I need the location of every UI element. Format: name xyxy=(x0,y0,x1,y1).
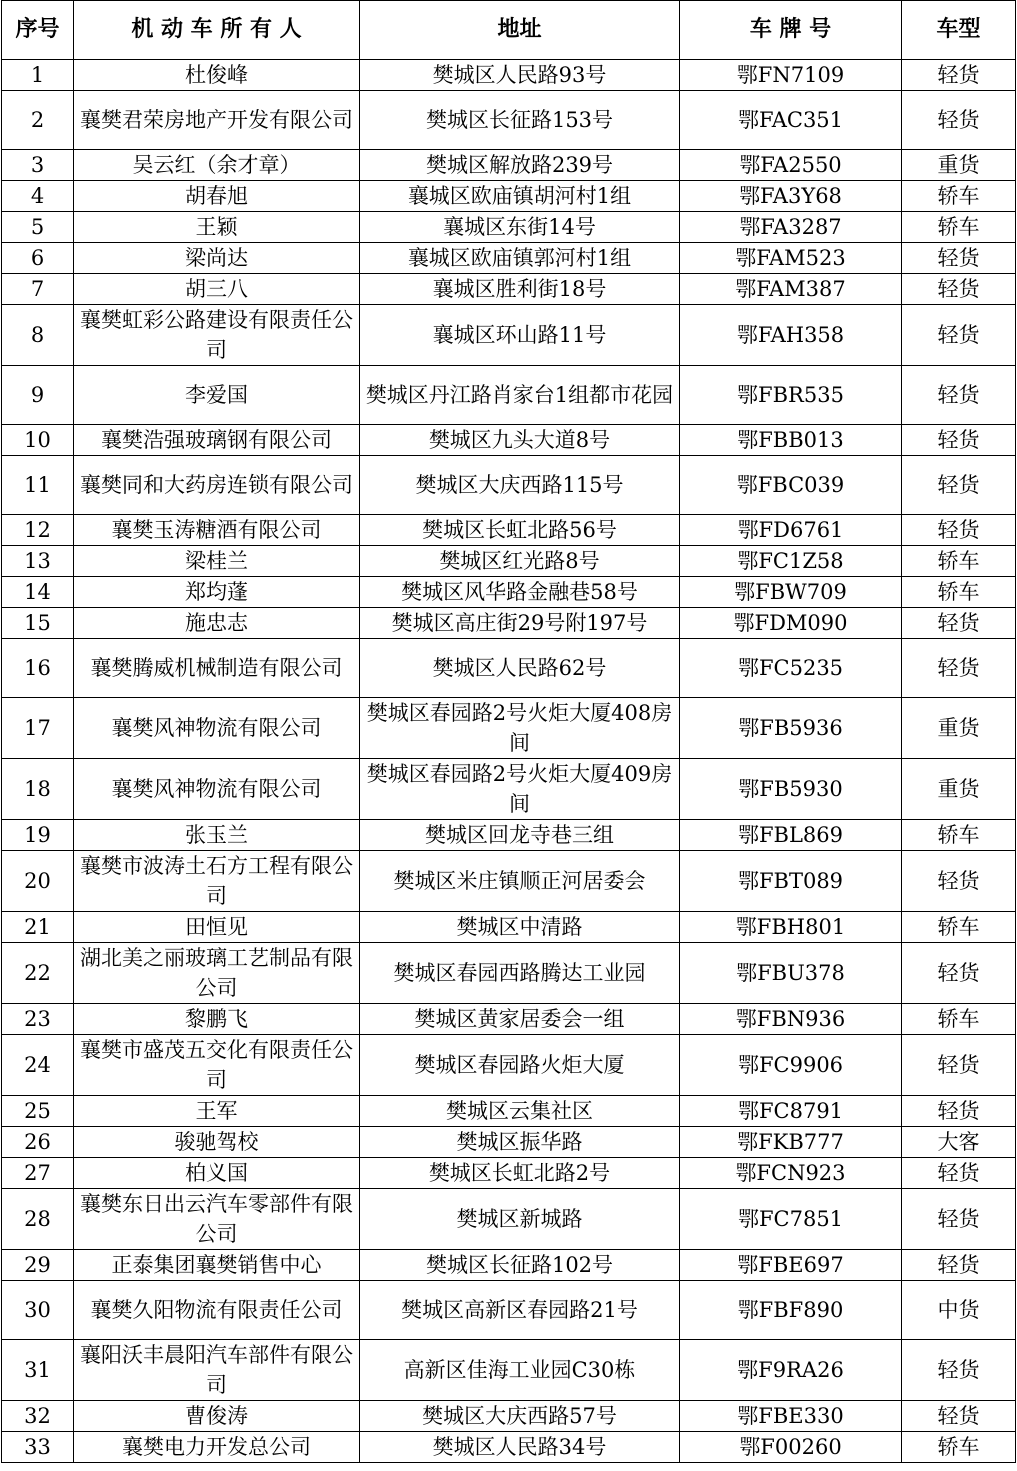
cell-owner: 襄樊电力开发总公司 xyxy=(74,1432,360,1463)
cell-plate: 鄂FC1Z58 xyxy=(680,546,902,577)
cell-plate: 鄂FB5936 xyxy=(680,698,902,759)
cell-seq: 2 xyxy=(2,91,74,150)
cell-vehicle-type: 重货 xyxy=(902,150,1016,181)
header-seq: 序号 xyxy=(2,1,74,60)
cell-vehicle-type: 轿车 xyxy=(902,212,1016,243)
table-row xyxy=(2,150,1016,181)
cell-address: 樊城区高新区春园路21号 xyxy=(360,1281,680,1340)
cell-plate: 鄂FDM090 xyxy=(680,608,902,639)
table-row xyxy=(2,1432,1016,1463)
table-row xyxy=(2,91,1016,150)
cell-vehicle-type: 轿车 xyxy=(902,546,1016,577)
cell-vehicle-type: 轿车 xyxy=(902,820,1016,851)
cell-plate: 鄂FBF890 xyxy=(680,1281,902,1340)
table-row xyxy=(2,698,1016,759)
cell-owner: 胡春旭 xyxy=(74,181,360,212)
table-row xyxy=(2,759,1016,820)
cell-seq: 19 xyxy=(2,820,74,851)
cell-vehicle-type: 轻货 xyxy=(902,1340,1016,1401)
cell-seq: 22 xyxy=(2,943,74,1004)
cell-address: 樊城区春园路火炬大厦 xyxy=(360,1035,680,1096)
cell-owner: 田恒见 xyxy=(74,912,360,943)
cell-seq: 31 xyxy=(2,1340,74,1401)
cell-vehicle-type: 轻货 xyxy=(902,1096,1016,1127)
cell-vehicle-type: 重货 xyxy=(902,698,1016,759)
cell-owner: 襄阳沃丰晨阳汽车部件有限公司 xyxy=(74,1340,360,1401)
table-row xyxy=(2,1158,1016,1189)
header-vehicle-type: 车型 xyxy=(902,1,1016,60)
cell-address: 樊城区振华路 xyxy=(360,1127,680,1158)
cell-owner: 柏义国 xyxy=(74,1158,360,1189)
cell-vehicle-type: 轻货 xyxy=(902,60,1016,91)
cell-seq: 29 xyxy=(2,1250,74,1281)
cell-owner: 湖北美之丽玻璃工艺制品有限公司 xyxy=(74,943,360,1004)
cell-address: 樊城区丹江路肖家台1组都市花园 xyxy=(360,366,680,425)
cell-plate: 鄂F9RA26 xyxy=(680,1340,902,1401)
cell-seq: 15 xyxy=(2,608,74,639)
cell-vehicle-type: 轿车 xyxy=(902,577,1016,608)
cell-vehicle-type: 轿车 xyxy=(902,1432,1016,1463)
cell-vehicle-type: 轻货 xyxy=(902,91,1016,150)
table-row xyxy=(2,366,1016,425)
cell-address: 樊城区高庄街29号附197号 xyxy=(360,608,680,639)
vehicle-owner-table xyxy=(1,0,1016,1463)
cell-address: 樊城区人民路62号 xyxy=(360,639,680,698)
cell-owner: 襄樊腾威机械制造有限公司 xyxy=(74,639,360,698)
cell-address: 高新区佳海工业园C30栋 xyxy=(360,1340,680,1401)
cell-owner: 杜俊峰 xyxy=(74,60,360,91)
cell-address: 樊城区红光路8号 xyxy=(360,546,680,577)
cell-plate: 鄂FA3Y68 xyxy=(680,181,902,212)
cell-seq: 32 xyxy=(2,1401,74,1432)
cell-plate: 鄂FBL869 xyxy=(680,820,902,851)
table-row xyxy=(2,243,1016,274)
cell-plate: 鄂FN7109 xyxy=(680,60,902,91)
cell-seq: 24 xyxy=(2,1035,74,1096)
cell-seq: 18 xyxy=(2,759,74,820)
cell-owner: 襄樊东日出云汽车零部件有限公司 xyxy=(74,1189,360,1250)
cell-plate: 鄂FBE697 xyxy=(680,1250,902,1281)
header-address: 地址 xyxy=(360,1,680,60)
cell-address: 樊城区春园路2号火炬大厦408房间 xyxy=(360,698,680,759)
cell-seq: 20 xyxy=(2,851,74,912)
cell-address: 樊城区解放路239号 xyxy=(360,150,680,181)
cell-address: 樊城区回龙寺巷三组 xyxy=(360,820,680,851)
cell-vehicle-type: 轻货 xyxy=(902,943,1016,1004)
cell-vehicle-type: 轻货 xyxy=(902,1035,1016,1096)
cell-plate: 鄂FC9906 xyxy=(680,1035,902,1096)
cell-plate: 鄂FBR535 xyxy=(680,366,902,425)
cell-vehicle-type: 轻货 xyxy=(902,274,1016,305)
cell-address: 樊城区长虹北路2号 xyxy=(360,1158,680,1189)
cell-address: 樊城区大庆西路115号 xyxy=(360,456,680,515)
cell-plate: 鄂FCN923 xyxy=(680,1158,902,1189)
cell-owner: 襄樊虹彩公路建设有限责任公司 xyxy=(74,305,360,366)
cell-vehicle-type: 轻货 xyxy=(902,515,1016,546)
cell-owner: 襄樊浩强玻璃钢有限公司 xyxy=(74,425,360,456)
cell-vehicle-type: 轻货 xyxy=(902,243,1016,274)
cell-owner: 王颖 xyxy=(74,212,360,243)
cell-owner: 胡三八 xyxy=(74,274,360,305)
cell-address: 樊城区人民路93号 xyxy=(360,60,680,91)
table-row xyxy=(2,912,1016,943)
cell-plate: 鄂FBT089 xyxy=(680,851,902,912)
cell-seq: 33 xyxy=(2,1432,74,1463)
cell-seq: 12 xyxy=(2,515,74,546)
cell-owner: 张玉兰 xyxy=(74,820,360,851)
cell-owner: 梁尚达 xyxy=(74,243,360,274)
cell-vehicle-type: 轻货 xyxy=(902,1401,1016,1432)
cell-owner: 骏驰驾校 xyxy=(74,1127,360,1158)
cell-seq: 25 xyxy=(2,1096,74,1127)
cell-plate: 鄂FBC039 xyxy=(680,456,902,515)
cell-address: 襄城区欧庙镇胡河村1组 xyxy=(360,181,680,212)
cell-plate: 鄂FC7851 xyxy=(680,1189,902,1250)
cell-address: 樊城区长征路102号 xyxy=(360,1250,680,1281)
cell-vehicle-type: 轻货 xyxy=(902,608,1016,639)
table-row xyxy=(2,1340,1016,1401)
cell-seq: 8 xyxy=(2,305,74,366)
cell-owner: 梁桂兰 xyxy=(74,546,360,577)
cell-seq: 28 xyxy=(2,1189,74,1250)
cell-owner: 襄樊久阳物流有限责任公司 xyxy=(74,1281,360,1340)
cell-address: 樊城区春园西路腾达工业园 xyxy=(360,943,680,1004)
cell-seq: 13 xyxy=(2,546,74,577)
cell-plate: 鄂FAC351 xyxy=(680,91,902,150)
cell-plate: 鄂FKB777 xyxy=(680,1127,902,1158)
cell-address: 樊城区黄家居委会一组 xyxy=(360,1004,680,1035)
cell-seq: 11 xyxy=(2,456,74,515)
cell-owner: 正泰集团襄樊销售中心 xyxy=(74,1250,360,1281)
cell-vehicle-type: 中货 xyxy=(902,1281,1016,1340)
table-row xyxy=(2,515,1016,546)
cell-address: 樊城区云集社区 xyxy=(360,1096,680,1127)
cell-owner: 郑均蓬 xyxy=(74,577,360,608)
cell-vehicle-type: 轻货 xyxy=(902,1189,1016,1250)
table-row xyxy=(2,1401,1016,1432)
table-row xyxy=(2,274,1016,305)
cell-seq: 10 xyxy=(2,425,74,456)
cell-seq: 6 xyxy=(2,243,74,274)
cell-seq: 27 xyxy=(2,1158,74,1189)
table-body xyxy=(2,60,1016,1463)
cell-address: 樊城区风华路金融巷58号 xyxy=(360,577,680,608)
table-row xyxy=(2,456,1016,515)
cell-owner: 襄樊君荣房地产开发有限公司 xyxy=(74,91,360,150)
cell-vehicle-type: 轿车 xyxy=(902,1004,1016,1035)
cell-owner: 襄樊市波涛土石方工程有限公司 xyxy=(74,851,360,912)
cell-plate: 鄂F00260 xyxy=(680,1432,902,1463)
table-row xyxy=(2,212,1016,243)
cell-address: 襄城区东街14号 xyxy=(360,212,680,243)
cell-owner: 襄樊风神物流有限公司 xyxy=(74,759,360,820)
cell-owner: 襄樊市盛茂五交化有限责任公司 xyxy=(74,1035,360,1096)
cell-vehicle-type: 轻货 xyxy=(902,456,1016,515)
table-row xyxy=(2,305,1016,366)
cell-plate: 鄂FAM387 xyxy=(680,274,902,305)
table-row xyxy=(2,1004,1016,1035)
table-row xyxy=(2,851,1016,912)
cell-address: 樊城区中清路 xyxy=(360,912,680,943)
cell-vehicle-type: 轻货 xyxy=(902,305,1016,366)
cell-vehicle-type: 重货 xyxy=(902,759,1016,820)
cell-vehicle-type: 轻货 xyxy=(902,425,1016,456)
table-row xyxy=(2,577,1016,608)
cell-owner: 曹俊涛 xyxy=(74,1401,360,1432)
cell-seq: 9 xyxy=(2,366,74,425)
cell-vehicle-type: 轻货 xyxy=(902,1250,1016,1281)
cell-owner: 李爱国 xyxy=(74,366,360,425)
cell-address: 樊城区长虹北路56号 xyxy=(360,515,680,546)
table-row xyxy=(2,943,1016,1004)
cell-owner: 襄樊风神物流有限公司 xyxy=(74,698,360,759)
table-row xyxy=(2,60,1016,91)
cell-seq: 3 xyxy=(2,150,74,181)
cell-address: 樊城区春园路2号火炬大厦409房间 xyxy=(360,759,680,820)
cell-vehicle-type: 大客 xyxy=(902,1127,1016,1158)
cell-vehicle-type: 轿车 xyxy=(902,181,1016,212)
cell-owner: 王军 xyxy=(74,1096,360,1127)
cell-seq: 14 xyxy=(2,577,74,608)
cell-vehicle-type: 轻货 xyxy=(902,366,1016,425)
table-row xyxy=(2,546,1016,577)
table-row xyxy=(2,639,1016,698)
cell-plate: 鄂FBH801 xyxy=(680,912,902,943)
table-row xyxy=(2,1250,1016,1281)
cell-plate: 鄂FA3287 xyxy=(680,212,902,243)
cell-plate: 鄂FBB013 xyxy=(680,425,902,456)
cell-seq: 30 xyxy=(2,1281,74,1340)
table-row xyxy=(2,608,1016,639)
cell-address: 樊城区人民路34号 xyxy=(360,1432,680,1463)
cell-owner: 黎鹏飞 xyxy=(74,1004,360,1035)
cell-seq: 23 xyxy=(2,1004,74,1035)
cell-plate: 鄂FBU378 xyxy=(680,943,902,1004)
table-row xyxy=(2,1189,1016,1250)
cell-vehicle-type: 轻货 xyxy=(902,1158,1016,1189)
cell-address: 樊城区大庆西路57号 xyxy=(360,1401,680,1432)
cell-vehicle-type: 轻货 xyxy=(902,851,1016,912)
cell-plate: 鄂FD6761 xyxy=(680,515,902,546)
header-owner: 机 动 车 所 有 人 xyxy=(74,1,360,60)
cell-plate: 鄂FBW709 xyxy=(680,577,902,608)
cell-address: 樊城区新城路 xyxy=(360,1189,680,1250)
cell-plate: 鄂FB5930 xyxy=(680,759,902,820)
table-row xyxy=(2,1127,1016,1158)
header-row xyxy=(2,1,1016,60)
cell-seq: 1 xyxy=(2,60,74,91)
table-row xyxy=(2,820,1016,851)
cell-address: 襄城区胜利街18号 xyxy=(360,274,680,305)
cell-seq: 7 xyxy=(2,274,74,305)
cell-address: 襄城区欧庙镇郭河村1组 xyxy=(360,243,680,274)
cell-address: 樊城区九头大道8号 xyxy=(360,425,680,456)
cell-vehicle-type: 轻货 xyxy=(902,639,1016,698)
table-row xyxy=(2,425,1016,456)
header-plate: 车 牌 号 xyxy=(680,1,902,60)
cell-seq: 5 xyxy=(2,212,74,243)
table-row xyxy=(2,181,1016,212)
table-row xyxy=(2,1281,1016,1340)
cell-plate: 鄂FC5235 xyxy=(680,639,902,698)
cell-address: 襄城区环山路11号 xyxy=(360,305,680,366)
cell-seq: 16 xyxy=(2,639,74,698)
cell-seq: 21 xyxy=(2,912,74,943)
cell-plate: 鄂FBE330 xyxy=(680,1401,902,1432)
cell-plate: 鄂FC8791 xyxy=(680,1096,902,1127)
cell-owner: 吴云红（余才章） xyxy=(74,150,360,181)
cell-vehicle-type: 轿车 xyxy=(902,912,1016,943)
cell-plate: 鄂FBN936 xyxy=(680,1004,902,1035)
cell-address: 樊城区米庄镇顺正河居委会 xyxy=(360,851,680,912)
cell-seq: 4 xyxy=(2,181,74,212)
cell-seq: 26 xyxy=(2,1127,74,1158)
cell-plate: 鄂FAH358 xyxy=(680,305,902,366)
cell-address: 樊城区长征路153号 xyxy=(360,91,680,150)
cell-owner: 襄樊同和大药房连锁有限公司 xyxy=(74,456,360,515)
cell-owner: 施忠志 xyxy=(74,608,360,639)
table-row xyxy=(2,1035,1016,1096)
cell-plate: 鄂FA2550 xyxy=(680,150,902,181)
table-row xyxy=(2,1096,1016,1127)
cell-plate: 鄂FAM523 xyxy=(680,243,902,274)
cell-seq: 17 xyxy=(2,698,74,759)
cell-owner: 襄樊玉涛糖酒有限公司 xyxy=(74,515,360,546)
